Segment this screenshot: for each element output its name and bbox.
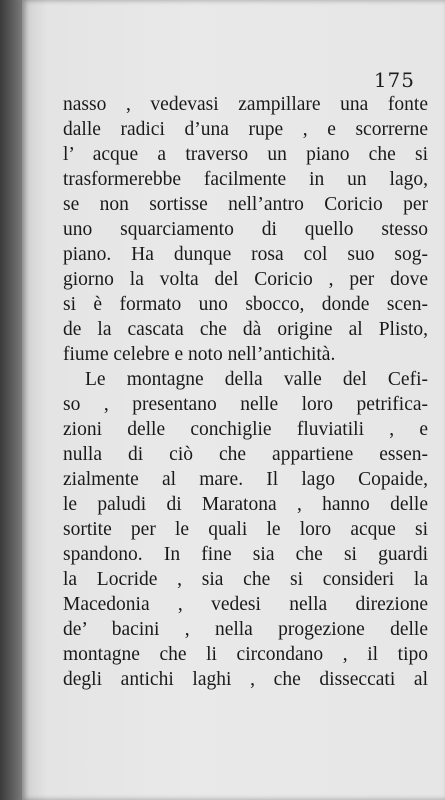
text-line: montagne che li circondano , il tipo <box>63 644 428 665</box>
book-spine-shadow <box>0 0 22 800</box>
text-line: nulla di ciò che appartiene essen- <box>63 444 428 465</box>
text-line: la Locride , sia che si consideri la <box>63 569 428 590</box>
text-line: giorno la volta del Coricio , per dove <box>63 269 428 290</box>
page-body-text <box>63 92 428 692</box>
page-number: 175 <box>373 68 415 92</box>
text-line: sortite per le quali le loro acque si <box>63 519 428 540</box>
text-line: si è formato uno sbocco, donde scen- <box>63 294 428 315</box>
paragraph-end-line: fiume celebre e noto nell’antichità. <box>63 344 336 365</box>
text-line: degli antichi laghi , che disseccati al <box>63 669 428 690</box>
paragraph-start-line: Le montagne della valle del Cefi- <box>85 369 428 390</box>
text-line: se non sortisse nell’antro Coricio per <box>63 194 428 215</box>
text-line: l’ acque a traverso un piano che si <box>63 144 428 165</box>
text-line: nasso , vedevasi zampillare una fonte <box>63 94 428 115</box>
text-line: trasformerebbe facilmente in un lago, <box>63 169 428 190</box>
book-page <box>22 0 445 800</box>
text-line: dalle radici d’una rupe , e scorrerne <box>63 119 428 140</box>
text-line: uno squarciamento di quello stesso <box>63 219 428 240</box>
text-line: le paludi di Maratona , hanno delle <box>63 494 428 515</box>
text-line: spandono. In fine sia che si guardi <box>63 544 428 565</box>
text-line: zialmente al mare. Il lago Copaide, <box>63 469 428 490</box>
text-line: so , presentano nelle loro petrifica- <box>63 394 428 415</box>
text-line: de’ bacini , nella progezione delle <box>63 619 428 640</box>
text-line: Macedonia , vedesi nella direzione <box>63 594 428 615</box>
text-line: piano. Ha dunque rosa col suo sog- <box>63 244 428 265</box>
text-line: de la cascata che dà origine al Plisto, <box>63 319 428 340</box>
text-line: zioni delle conchiglie fluviatili , e <box>63 419 428 440</box>
